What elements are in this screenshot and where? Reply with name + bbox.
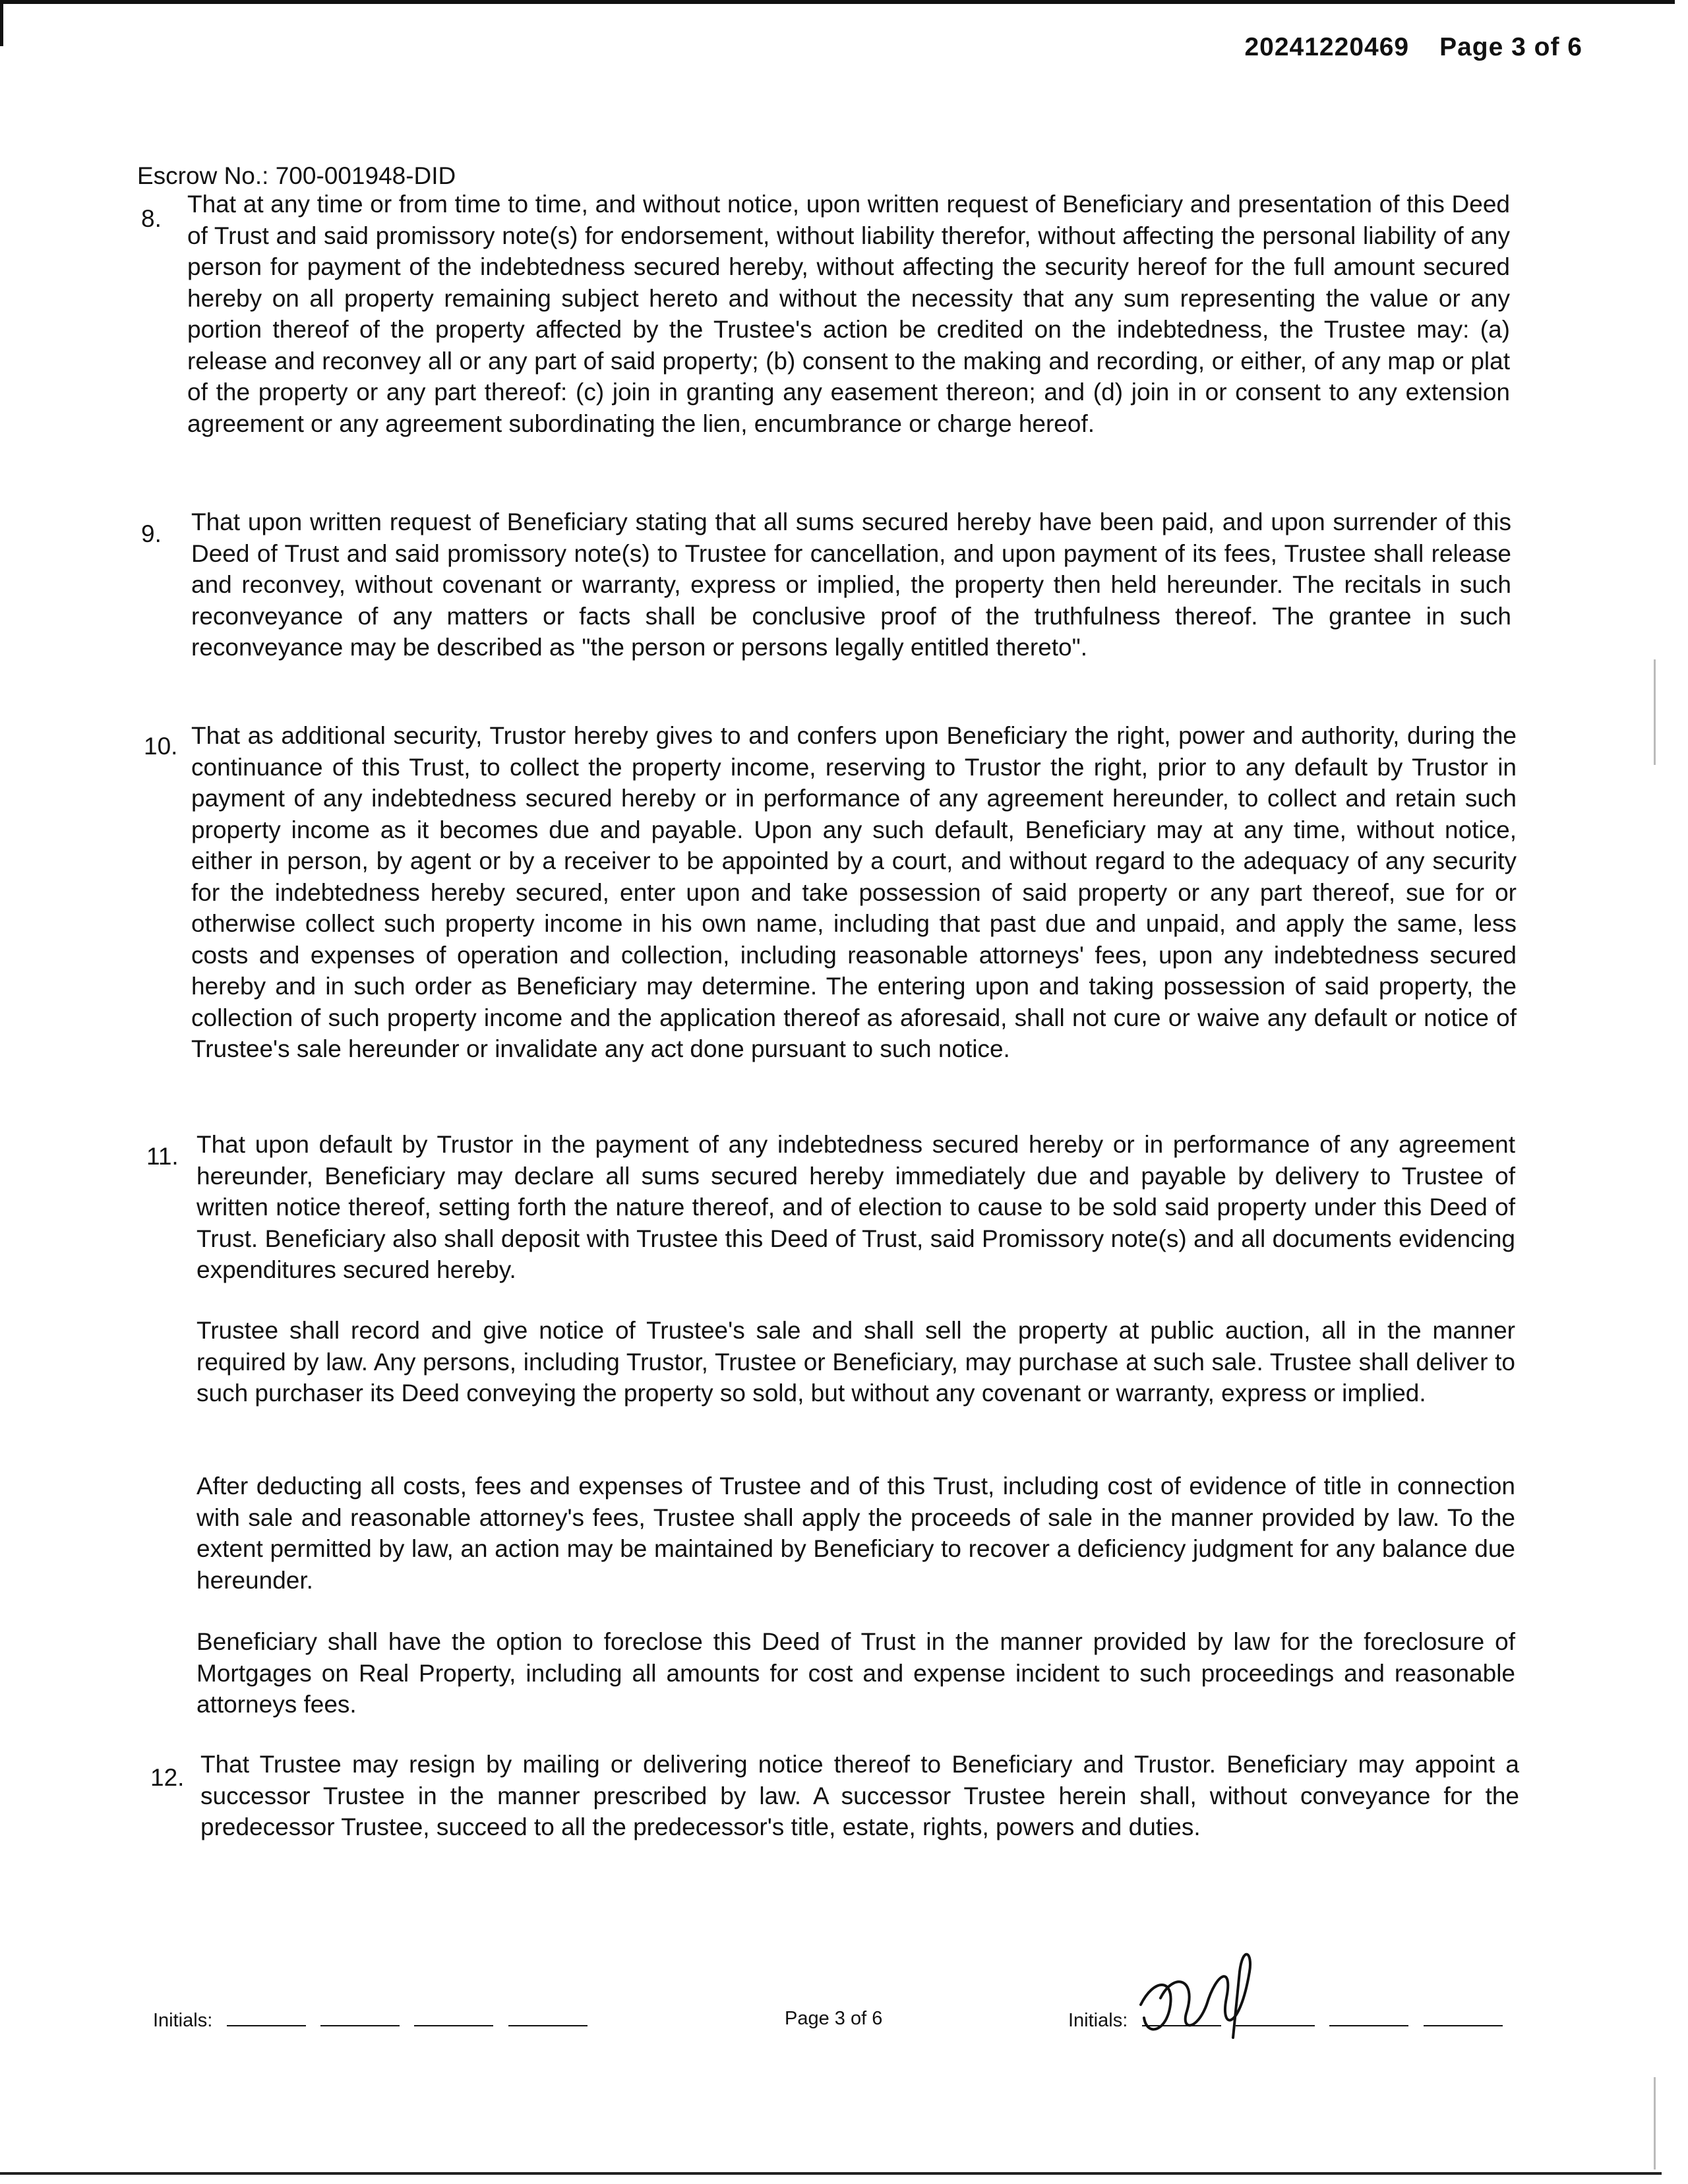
record-number: 20241220469 [1244,33,1410,61]
escrow-number: Escrow No.: 700-001948-DID [137,162,456,189]
signature-stroke [1141,1955,1250,2038]
item-number: 12. [150,1764,185,1791]
clause-11-p1: That upon default by Trustor in the payment of any indebtedness secured hereby or in performance of any agreement hereunder, Beneficiary may declare all sums secured hereby immediately due and payable by delivery to Trustee of written notice thereof, setting forth the nature thereof, and of election to cause to be sold said property under this Deed of Trust. Beneficiary also shall deposit with Trustee this Deed of Trust, said Promissory note(s) and all documents evidencing expenditures secured hereby. [196,1131,1515,1283]
initials-blank[interactable] [227,2008,306,2026]
initials-blank[interactable] [1424,2008,1503,2026]
clause-9: That upon written request of Beneficiary stating that all sums secured hereby have been paid, and upon surrender of this Deed of Trust and said promissory note(s) to Trustee for cancellation, and upon payment of its fees, Trustee shall release and reconvey, without covenant or warranty, express or implied, the property then held hereunder. The recitals in such reconveyance of any matters or facts shall be conclusive proof of the truthfulness thereof. The grantee in such reconveyance may be described as "the person or persons legally entitled thereto". [191,508,1511,661]
item-number: 9. [141,520,162,547]
initials-blank[interactable] [414,2008,493,2026]
initials-blank[interactable] [1329,2008,1408,2026]
item-number: 11. [146,1143,179,1170]
initials-left-label: Initials: [153,2010,213,2031]
clause-11-p3: After deducting all costs, fees and expenses of Trustee and of this Trust, including cost of evidence of title in connection with sale and reasonable attorney's fees, Trustee shall apply the proceeds of sale in the manner provided by law. To the extent permitted by law, an action may be maintained by Beneficiary to recover a deficiency judgment for any balance due hereunder. [196,1472,1515,1594]
header-page-label: Page 3 of 6 [1439,33,1582,61]
item-number: 8. [141,205,162,232]
footer-page-number: Page 3 of 6 [785,2008,883,2029]
initials-right-label: Initials: [1068,2010,1128,2031]
item-number: 10. [144,733,178,760]
clause-11-p2: Trustee shall record and give notice of Trustee's sale and shall sell the property at public auction, all in the manner required by law. Any persons, including Trustor, Trustee or Beneficiary, may purchase at such sale. Trustee shall deliver to such purchaser its Deed conveying the property so sold, but without any covenant or warranty, express or implied. [196,1317,1515,1407]
clause-11-p4: Beneficiary shall have the option to foreclose this Deed of Trust in the manner provided by law for the foreclosure of Mortgages on Real Property, including all amounts for cost and expense incident to such proceedings and reasonable attorneys fees. [196,1628,1515,1718]
initials-blank[interactable] [508,2008,588,2026]
initials-left [153,2008,588,2032]
clause-10: That as additional security, Trustor hereby gives to and confers upon Beneficiary the right, power and authority, during the continuance of this Trust, to collect the property income, reserving to Trustor the right, prior to any default by Trustor in payment of any indebtedness secured hereby or in performance of any agreement hereunder, to collect and retain such property income as it becomes due and payable. Upon any such default, Beneficiary may at any time, without notice, either in person, by agent or by a receiver to be appointed by a court, and without regard to the adequacy of any security for the indebtedness hereby secured, enter upon and take possession of said property or any part thereof, sue for or otherwise collect such property income in his own name, including that past due and unpaid, and apply the same, less costs and expenses of operation and collection, including reasonable attorneys' fees, upon any indebtedness secured hereby and in such order as Beneficiary may determine. The entering upon and taking possession of said property, the collection of such property income and the application thereof as aforesaid, shall not cure or waive any default or notice of Trustee's sale hereunder or invalidate any act done pursuant to such notice. [191,722,1517,1062]
clause-12: That Trustee may resign by mailing or delivering notice thereof to Beneficiary and Trustor. Beneficiary may appoint a successor Trustee in the manner prescribed by law. A successor Trustee herein shall, without conveyance for the predecessor Trustee, succeed to all the predecessor's title, estate, rights, powers and duties. [200,1751,1519,1840]
handwritten-initials-signature [1134,1932,1259,2044]
initials-right [1068,2008,1503,2032]
clause-8: That at any time or from time to time, and without notice, upon written request of Beneficiary and presentation of this Deed of Trust and said promissory note(s) for endorsement, without liability therefor, without affecting the personal liability of any person for payment of the indebtedness secured hereby, without affecting the security hereof for the full amount secured hereby on all property remaining subject hereto and without the necessity that any sum representing the value or any portion thereof of the property affected by the Trustee's action be credited on the indebtedness, the Trustee may: (a) release and reconvey all or any part of said property; (b) consent to the making and recording, or either, of any map or plat of the property or any part thereof: (c) join in granting any easement thereon; and (d) join in or consent to any extension agreement or any agreement subordinating the lien, encumbrance or charge hereof. [187,191,1510,437]
initials-blank[interactable] [320,2008,400,2026]
